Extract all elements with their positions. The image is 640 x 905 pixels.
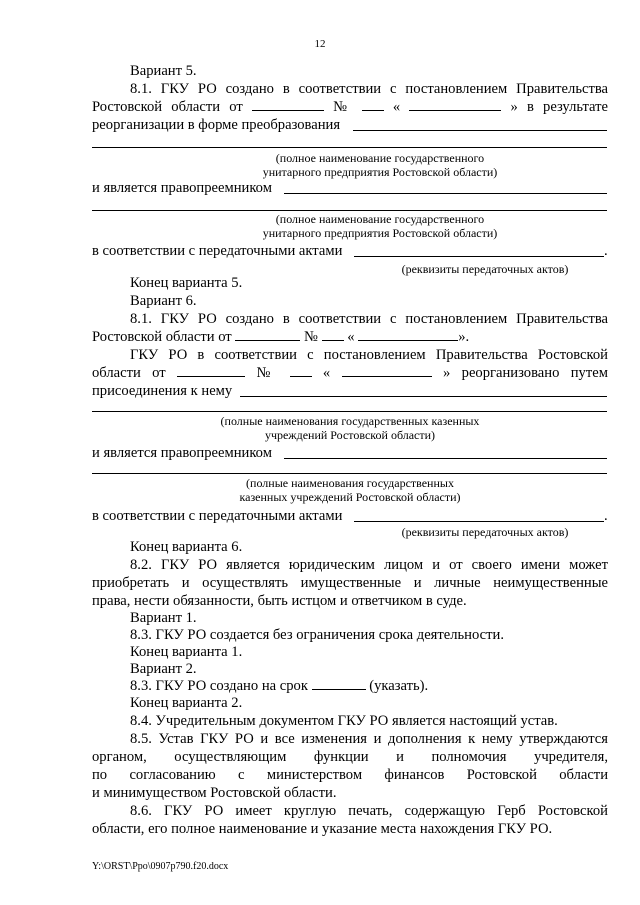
variant-5-end: Конец варианта 5. xyxy=(130,275,243,291)
v6-p1-line2: Ростовской области от № « ». xyxy=(92,329,470,345)
footer-file-path: Y:\ORST\Ppo\0907p790.f20.docx xyxy=(92,861,229,872)
v5-p1-line3: реорганизации в форме преобразования xyxy=(92,117,341,133)
p86-line2: области, его полное наименование и указание места нахождения ГКУ РО. xyxy=(92,821,553,837)
p82-line2: приобретать и осуществлять имущественные и личные неимущественные xyxy=(92,575,608,591)
blank-line xyxy=(92,473,607,474)
p84: 8.4. Учредительным документом ГКУ РО является настоящий устав. xyxy=(130,713,558,729)
v6-caption1-line1: (полные наименования государственных казенных xyxy=(220,414,480,428)
v5-caption3: (реквизиты передаточных актов) xyxy=(401,262,569,276)
v6-dot: . xyxy=(604,508,608,524)
variant-6-label: Вариант 6. xyxy=(130,293,197,309)
blank-line xyxy=(240,396,607,397)
p85-line3: по согласованию с министерством финансов Ростовской области xyxy=(92,767,608,783)
p82-line3: права, нести обязанности, быть истцом и ответчиком в суде. xyxy=(92,593,467,609)
variant-1-end: Конец варианта 1. xyxy=(130,644,243,660)
blank-line xyxy=(92,147,607,148)
variant-2-end: Конец варианта 2. xyxy=(130,695,243,711)
v5-caption1-line2: унитарного предприятия Ростовской области) xyxy=(262,165,498,179)
blank-line xyxy=(354,256,604,257)
v6-successor: и является правопреемником xyxy=(92,445,272,461)
variant-1-label: Вариант 1. xyxy=(130,610,197,626)
v5-acts: в соответствии с передаточными актами xyxy=(92,243,343,259)
variant-6-end: Конец варианта 6. xyxy=(130,539,243,555)
v5-p1-line2: Ростовской области от № « » в результате xyxy=(92,99,608,115)
blank-line xyxy=(353,130,607,131)
v6-p2-line1: ГКУ РО в соответствии с постановлением Правительства Ростовской xyxy=(130,347,608,363)
page-number: 12 xyxy=(314,38,326,50)
v5-dot: . xyxy=(604,243,608,259)
variant-2-label: Вариант 2. xyxy=(130,661,197,677)
p82-line1: 8.2. ГКУ РО является юридическим лицом и от своего имени может xyxy=(130,557,608,573)
v6-caption3: (реквизиты передаточных актов) xyxy=(401,525,569,539)
blank-line xyxy=(92,210,607,211)
v6-p1-line1: 8.1. ГКУ РО создано в соответствии с постановлением Правительства xyxy=(130,311,608,327)
v5-p1-line1: 8.1. ГКУ РО создано в соответствии с постановлением Правительства xyxy=(130,81,608,97)
p86-line1: 8.6. ГКУ РО имеет круглую печать, содержащую Герб Ростовской xyxy=(130,803,608,819)
v6-caption2-line1: (полные наименования государственных xyxy=(246,476,454,490)
v6-acts: в соответствии с передаточными актами xyxy=(92,508,343,524)
v1-text: 8.3. ГКУ РО создается без ограничения срока деятельности. xyxy=(130,627,504,643)
v5-successor: и является правопреемником xyxy=(92,180,272,196)
v6-caption1-line2: учреждений Ростовской области) xyxy=(264,428,436,442)
blank-line xyxy=(92,411,607,412)
p85-line1: 8.5. Устав ГКУ РО и все изменения и дополнения к нему утверждаются xyxy=(130,731,608,747)
blank-line xyxy=(354,521,604,522)
v6-p2-line2: области от № « » реорганизовано путем xyxy=(92,365,608,381)
v6-p2-line3: присоединения к нему xyxy=(92,383,233,399)
v5-caption1-line1: (полное наименование государственного xyxy=(275,151,485,165)
blank-line xyxy=(284,193,607,194)
v2-text: 8.3. ГКУ РО создано на срок (указать). xyxy=(130,678,429,694)
p85-line4: и минимуществом Ростовской области. xyxy=(92,785,337,801)
v6-caption2-line2: казенных учреждений Ростовской области) xyxy=(239,490,461,504)
variant-5-label: Вариант 5. xyxy=(130,63,197,79)
v5-caption2-line1: (полное наименование государственного xyxy=(275,212,485,226)
v5-caption2-line2: унитарного предприятия Ростовской области) xyxy=(262,226,498,240)
blank-line xyxy=(284,458,607,459)
p85-line2: органом, осуществляющим функции и полномочия учредителя, xyxy=(92,749,608,765)
